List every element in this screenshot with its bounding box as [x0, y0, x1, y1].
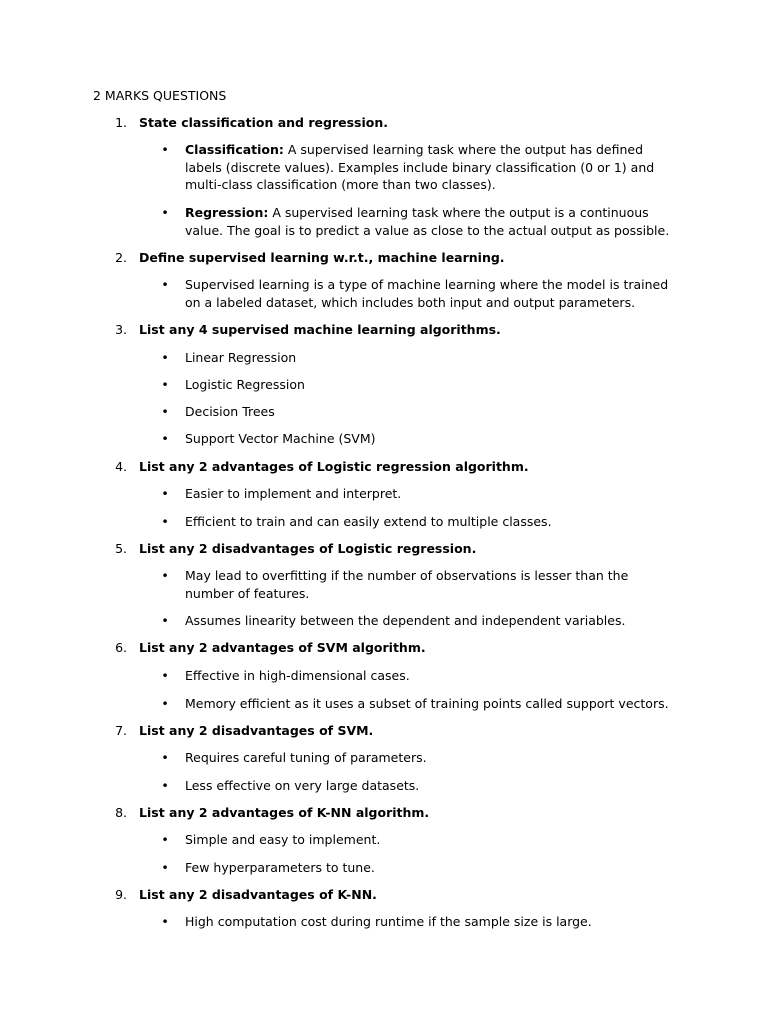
answer-text: Linear Regression [185, 350, 297, 365]
bullet-icon: • [161, 613, 169, 628]
answer-text: Easier to implement and interpret. [185, 486, 402, 501]
answer-text: Support Vector Machine (SVM) [185, 431, 376, 446]
answer-text: Few hyperparameters to tune. [185, 860, 375, 875]
bullet-icon: • [161, 404, 169, 419]
bullet-icon: • [161, 486, 169, 501]
bullet-icon: • [161, 696, 169, 711]
question-title: List any 2 advantages of Logistic regression algorithm. [139, 459, 529, 474]
bullet-icon: • [161, 350, 169, 365]
bullet-icon: • [161, 914, 169, 929]
answer-text: Logistic Regression [185, 377, 305, 392]
answer-item [185, 276, 673, 311]
answer-item [185, 403, 673, 421]
bullet-icon: • [161, 668, 169, 683]
answer-text: Simple and easy to implement. [185, 832, 381, 847]
question-number: 8. [115, 805, 127, 820]
question-title: List any 2 disadvantages of Logistic regression. [139, 541, 477, 556]
answer-term: Regression: [185, 205, 269, 220]
question-title: List any 4 supervised machine learning algorithms. [139, 322, 501, 337]
answer-text: Effective in high-dimensional cases. [185, 668, 410, 683]
answer-text: Supervised learning is a type of machine learning where the model is trained on a labeled dataset, which includes both input and output parameters. [185, 277, 669, 310]
answer-text: Assumes linearity between the dependent and independent variables. [185, 613, 626, 628]
question-title: List any 2 advantages of K-NN algorithm. [139, 805, 430, 820]
bullet-icon: • [161, 205, 169, 220]
question-title: State classification and regression. [139, 115, 388, 130]
answer-item [185, 567, 673, 602]
answer-text: Memory efficient as it uses a subset of training points called support vectors. [185, 696, 669, 711]
question-number: 4. [115, 459, 127, 474]
bullet-icon: • [161, 142, 169, 157]
bullet-icon: • [161, 750, 169, 765]
question-number: 1. [115, 115, 127, 130]
question-title: List any 2 disadvantages of SVM. [139, 723, 374, 738]
answer-text: Decision Trees [185, 404, 275, 419]
answer-item [185, 376, 673, 394]
bullet-icon: • [161, 377, 169, 392]
question-number: 9. [115, 887, 127, 902]
answer-item [185, 204, 673, 239]
answer-text: A supervised learning task where the output is a continuous value. The goal is to predict a value as close to the actual output as possible. [185, 205, 670, 238]
answer-text: Less effective on very large datasets. [185, 778, 420, 793]
bullet-icon: • [161, 778, 169, 793]
question-title: List any 2 disadvantages of K-NN. [139, 887, 377, 902]
bullet-icon: • [161, 568, 169, 583]
answer-item [185, 141, 673, 194]
bullet-icon: • [161, 277, 169, 292]
bullet-icon: • [161, 832, 169, 847]
answer-item [185, 777, 673, 795]
answer-item [185, 913, 673, 931]
answer-text: A supervised learning task where the output has defined labels (discrete values). Examples include binary classification (0 or 1) and multi-class classification (more than two classes). [185, 142, 655, 192]
answer-item [185, 831, 673, 849]
answer-item [185, 695, 673, 713]
bullet-icon: • [161, 860, 169, 875]
bullet-icon: • [161, 431, 169, 446]
question-number: 3. [115, 322, 127, 337]
answer-text: Requires careful tuning of parameters. [185, 750, 427, 765]
answer-item [185, 667, 673, 685]
document-heading: 2 MARKS QUESTIONS [93, 88, 227, 103]
question-number: 7. [115, 723, 127, 738]
bullet-icon: • [161, 514, 169, 529]
answer-item [185, 513, 673, 531]
answer-item [185, 485, 673, 503]
answer-item [185, 349, 673, 367]
answer-item [185, 430, 673, 448]
answer-item [185, 749, 673, 767]
question-number: 2. [115, 250, 127, 265]
question-number: 6. [115, 640, 127, 655]
question-title: List any 2 advantages of SVM algorithm. [139, 640, 426, 655]
answer-text: Efficient to train and can easily extend to multiple classes. [185, 514, 552, 529]
question-title: Define supervised learning w.r.t., machine learning. [139, 250, 505, 265]
answer-text: High computation cost during runtime if the sample size is large. [185, 914, 592, 929]
answer-term: Classification: [185, 142, 284, 157]
answer-item [185, 612, 673, 630]
question-number: 5. [115, 541, 127, 556]
answer-item [185, 859, 673, 877]
answer-text: May lead to overfitting if the number of observations is lesser than the number of features. [185, 568, 629, 601]
